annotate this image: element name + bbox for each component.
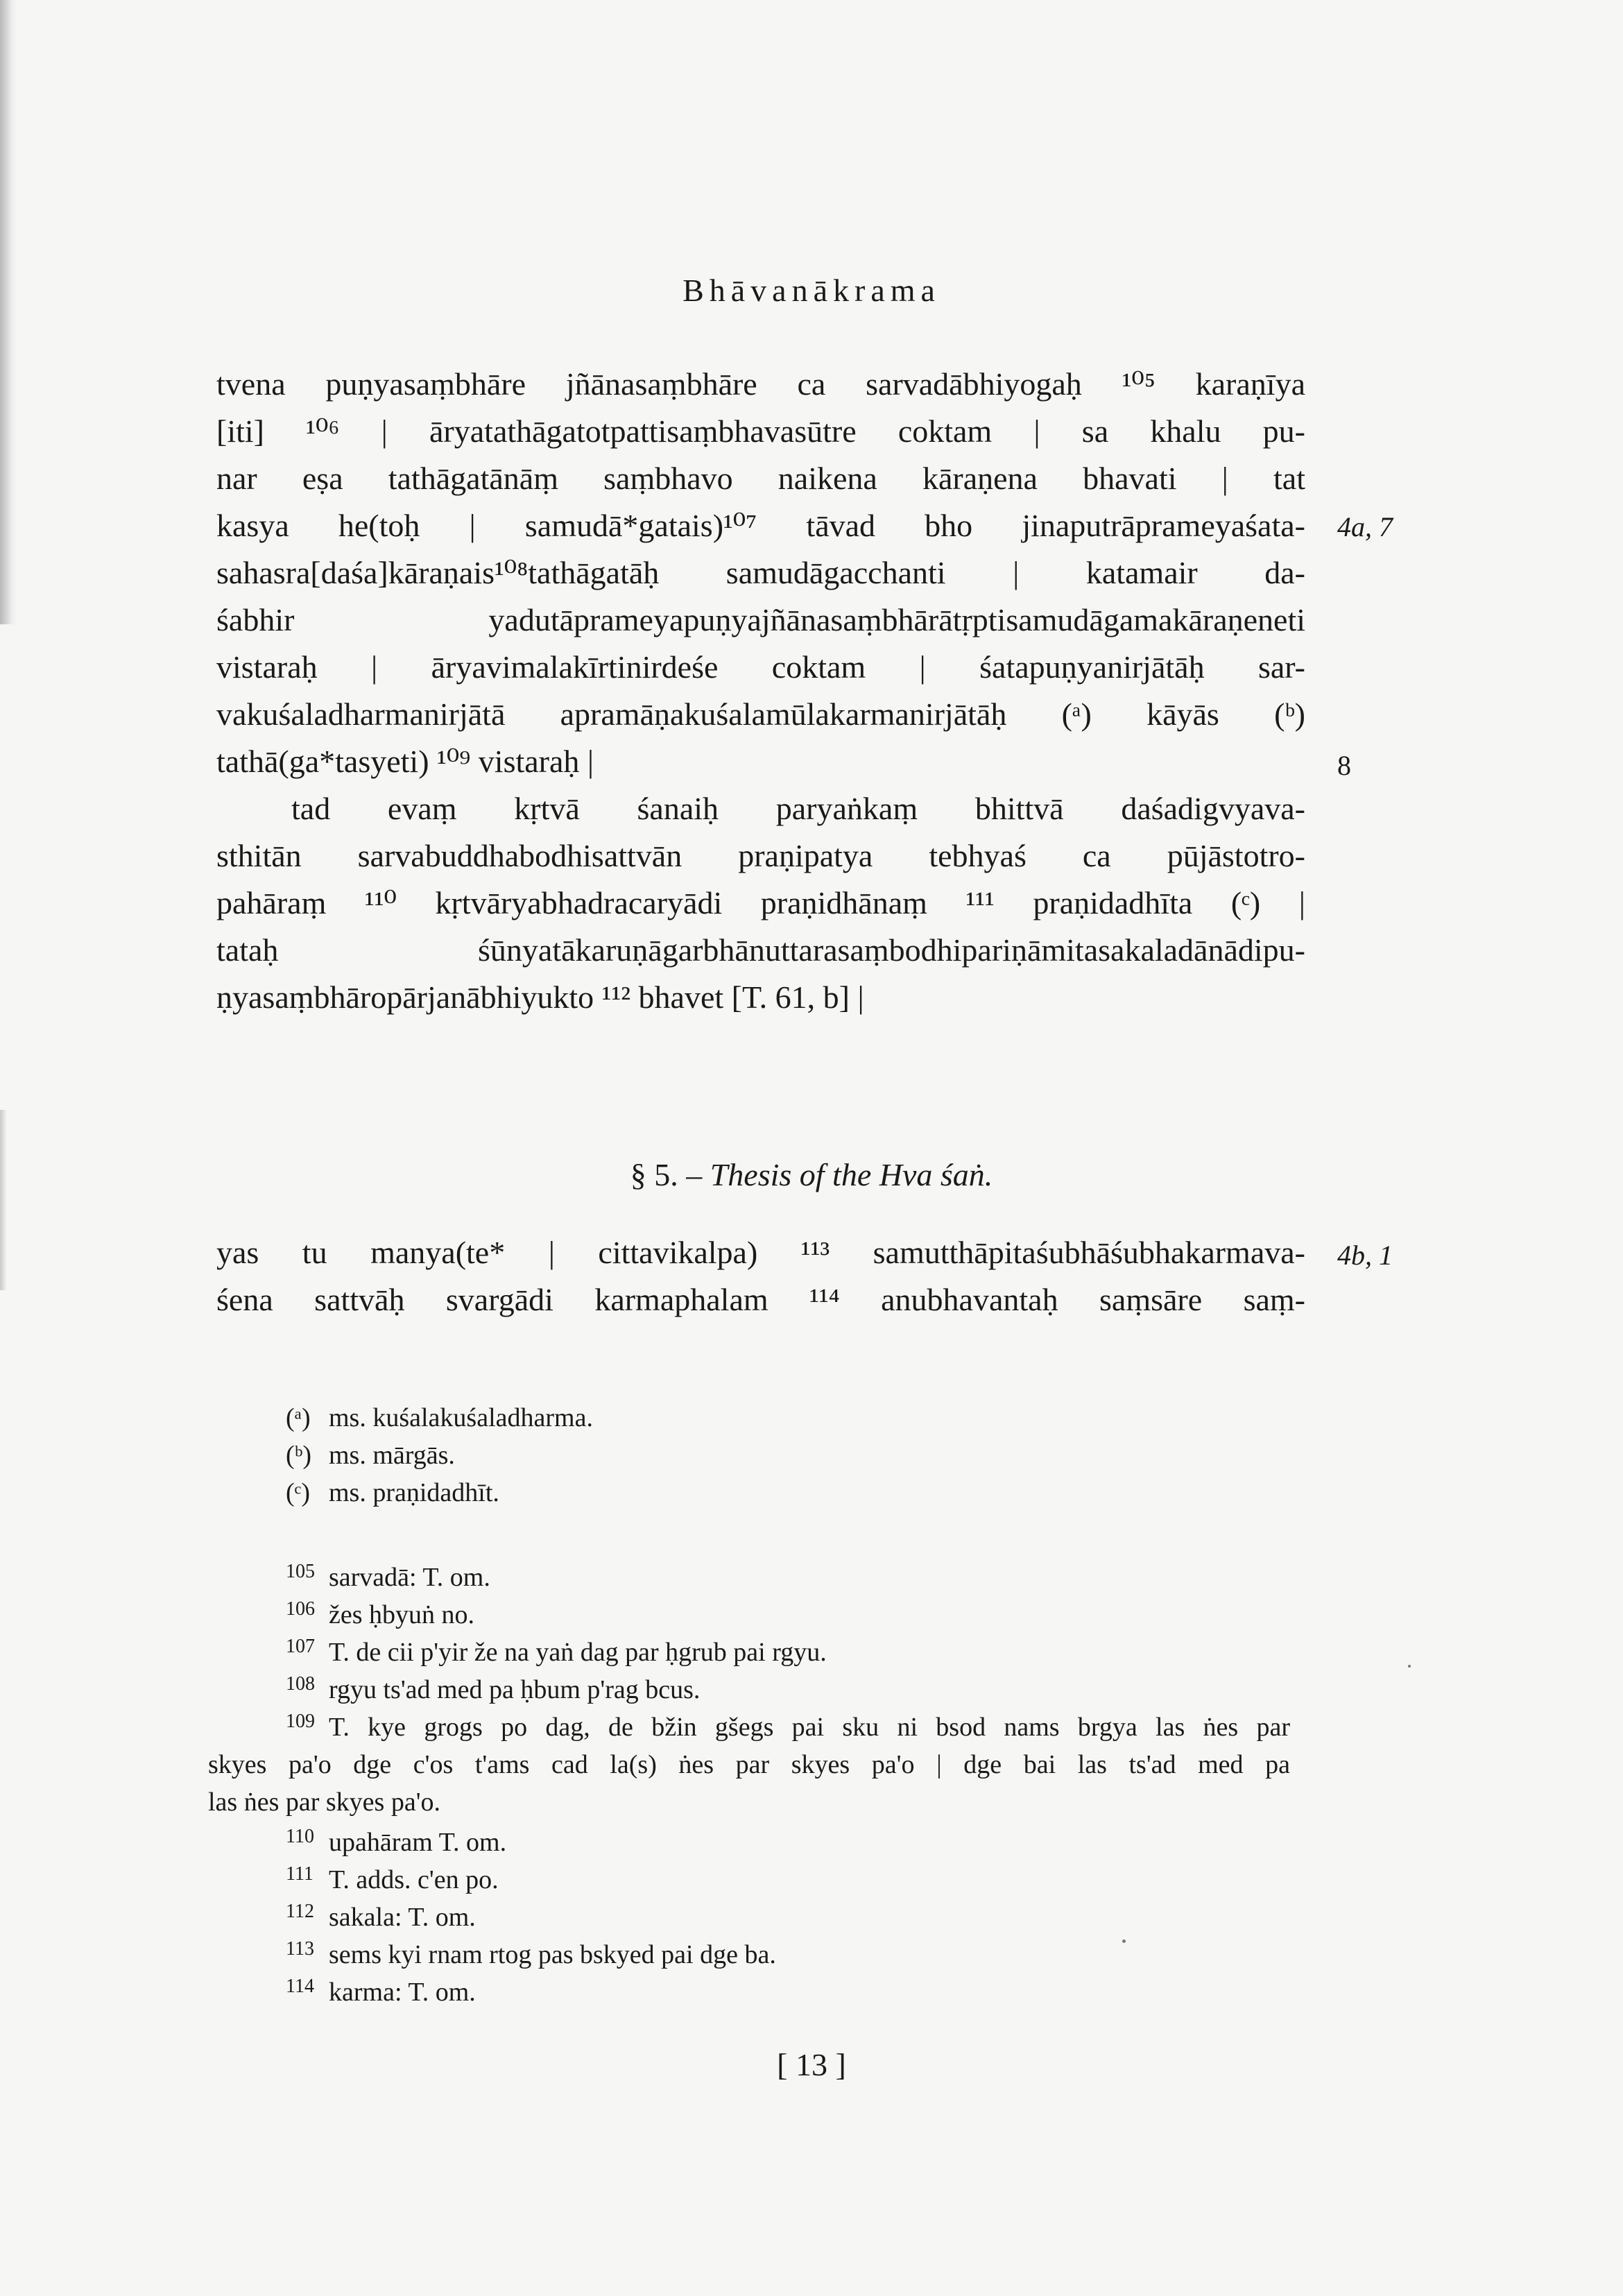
text-line: vistaraḥ | āryavimalakīrtinirdeśe coktam | śatapuṇyanirjātāḥ sar-: [216, 649, 1305, 685]
footnote-text: žes ḥbyuṅ no.: [329, 1600, 475, 1629]
margin-line-ref: 8: [1337, 750, 1351, 781]
footnote-text: sakala: T. om.: [329, 1903, 476, 1932]
footnote-number: 105: [286, 1561, 315, 1582]
apparatus-note: [286, 1400, 593, 1436]
apparatus-label: (ᵃ): [286, 1403, 311, 1432]
apparatus-label: (ᶜ): [286, 1478, 311, 1507]
apparatus-text: ms. kuśalakuśaladharma.: [329, 1403, 593, 1432]
text-line: tad evaṃ kṛtvā śanaiḥ paryaṅkaṃ bhittvā daśadigvyava-: [291, 791, 1305, 826]
scan-edge-shadow-lower: [0, 1110, 7, 1290]
text-line: sahasra[daśa]kāraṇais¹⁰⁸tathāgatāḥ samudāgacchanti | katamair da-: [216, 555, 1305, 590]
text-line: śabhir yadutāprameyapuṇyajñānasaṃbhārātṛptisamudāgamakāraṇeneti: [216, 602, 1305, 637]
footnote: [286, 1937, 776, 1973]
footnote: [286, 1709, 1290, 1745]
text-line: yas tu manya(te* | cittavikalpa) ¹¹³ samutthāpitaśubhāśubhakarmava-: [216, 1235, 1305, 1270]
footnote-text: karma: T. om.: [329, 1978, 476, 2007]
footnote-text: sems kyi rnam rtog pas bskyed pai dge ba.: [329, 1940, 776, 1969]
apparatus-note: [286, 1475, 499, 1511]
running-title: Bhāvanākrama: [682, 273, 941, 308]
footnote-text: rgyu ts'ad med pa ḥbum p'rag bcus.: [329, 1675, 701, 1704]
section-heading: [0, 1151, 1623, 1199]
footnote: [286, 1862, 499, 1898]
footnote: [286, 1899, 476, 1935]
margin-folio-ref: 4a, 7: [1337, 511, 1393, 542]
apparatus-text: ms. praṇidadhīt.: [329, 1478, 499, 1507]
footnote-text: T. de cii p'yir že na yaṅ dag par ḥgrub pai rgyu.: [329, 1638, 827, 1667]
text-line: ṇyasaṃbhāropārjanābhiyukto ¹¹² bhavet [T. 61, b] |: [216, 979, 864, 1015]
footnote: [286, 1974, 476, 2010]
text-line: tathā(ga*tasyeti) ¹⁰⁹ vistaraḥ |: [216, 744, 594, 779]
footnote-continuation: las ṅes par skyes pa'o.: [208, 1788, 441, 1817]
footnote-text: upahāram T. om.: [329, 1828, 507, 1857]
apparatus-label: (ᵇ): [286, 1441, 312, 1470]
apparatus-note: [286, 1437, 455, 1473]
footnote-number: 109: [286, 1711, 315, 1732]
footnote-number: 111: [286, 1863, 314, 1885]
footnote-text: T. adds. c'en po.: [329, 1865, 499, 1894]
scan-speck: [1122, 1939, 1126, 1943]
text-line: śena sattvāḥ svargādi karmaphalam ¹¹⁴ anubhavantaḥ saṃsāre saṃ-: [216, 1282, 1305, 1317]
footnote: [286, 1597, 474, 1633]
footnote-continuation: skyes pa'o dge c'os t'ams cad la(s) ṅes par skyes pa'o | dge bai las ts'ad med pa: [208, 1750, 1290, 1779]
apparatus-text: ms. mārgās.: [329, 1441, 455, 1470]
footnote-number: 106: [286, 1598, 315, 1620]
footnote-number: 110: [286, 1826, 314, 1847]
footnote-number: 108: [286, 1673, 315, 1695]
text-line: [iti] ¹⁰⁶ | āryatathāgatotpattisaṃbhavasūtre coktam | sa khalu pu-: [216, 413, 1305, 449]
text-line: nar eṣa tathāgatānāṃ saṃbhavo naikena kāraṇena bhavati | tat: [216, 461, 1305, 496]
footnote: [286, 1559, 490, 1595]
footnote-text: sarvadā: T. om.: [329, 1563, 490, 1592]
footnote-number: 114: [286, 1976, 314, 1997]
text-line: tvena puṇyasaṃbhāre jñānasaṃbhāre ca sarvadābhiyogaḥ ¹⁰⁵ karaṇīya: [216, 366, 1305, 402]
text-line: sthitān sarvabuddhabodhisattvān praṇipatya tebhyaś ca pūjāstotro-: [216, 838, 1305, 873]
footnote: [286, 1634, 827, 1670]
section-label: § 5. –: [630, 1157, 703, 1192]
footnote-number: 112: [286, 1901, 314, 1922]
text-line: pahāraṃ ¹¹⁰ kṛtvāryabhadracaryādi praṇidhānaṃ ¹¹¹ praṇidadhīta (ᶜ) |: [216, 885, 1305, 920]
text-line: tataḥ śūnyatākaruṇāgarbhānuttarasaṃbodhipariṇāmitasakaladānādipu-: [216, 932, 1305, 968]
footnote: [286, 1672, 700, 1708]
page-number: [ 13 ]: [777, 2047, 846, 2082]
footnote-text: T. kye grogs po dag, de bžin gšegs pai sku ni bsod nams brgya las ṅes par: [329, 1713, 1290, 1742]
scan-edge-shadow: [0, 0, 17, 624]
footnote-number: 113: [286, 1938, 314, 1960]
text-line: kasya he(toḥ | samudā*gatais)¹⁰⁷ tāvad bho jinaputrāprameyaśata-: [216, 508, 1305, 543]
scan-speck: [1408, 1665, 1411, 1668]
footnote: [286, 1824, 506, 1860]
footnote-number: 107: [286, 1636, 315, 1657]
margin-folio-ref: 4b, 1: [1337, 1240, 1393, 1271]
text-line: vakuśaladharmanirjātā apramāṇakuśalamūlakarmanirjātāḥ (ᵃ) kāyās (ᵇ): [216, 696, 1305, 732]
section-title: Thesis of the Hva śaṅ.: [710, 1157, 993, 1192]
